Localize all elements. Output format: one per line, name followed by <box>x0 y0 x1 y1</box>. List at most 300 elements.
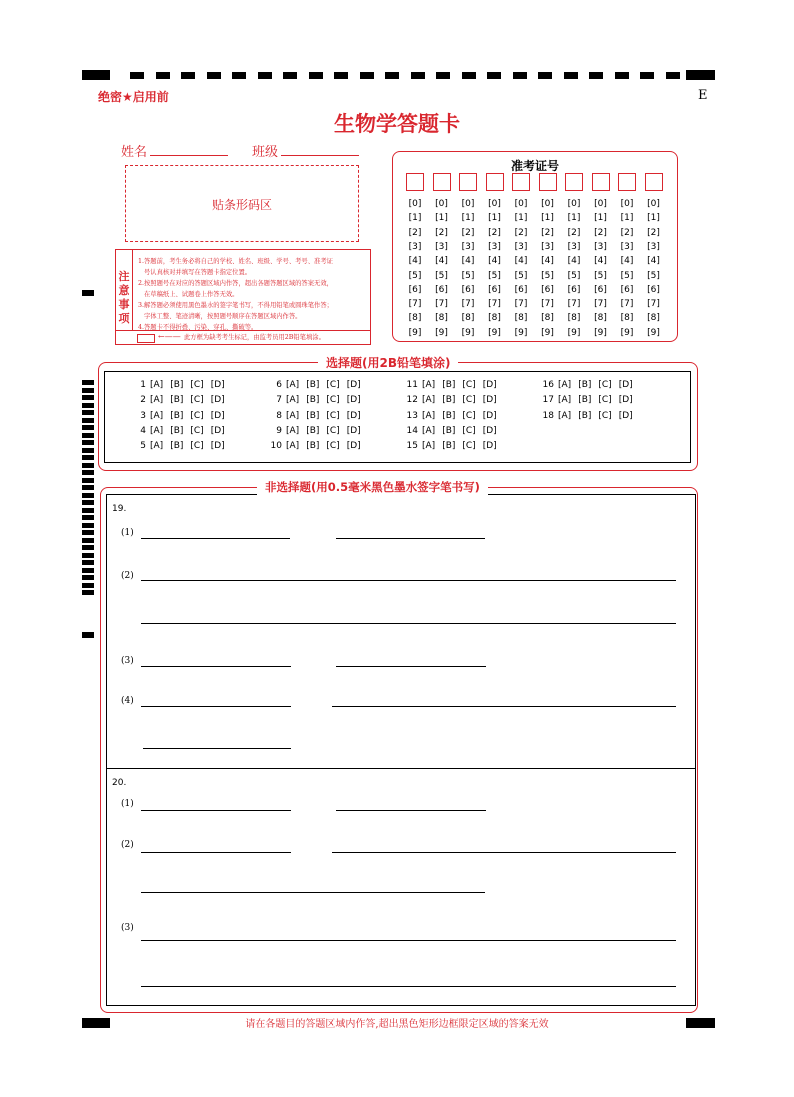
exam-id-bubble[interactable]: [6] <box>647 284 660 295</box>
exam-id-title: 准考证号 <box>510 159 559 173</box>
timing-dash <box>130 72 144 79</box>
timing-dash <box>436 72 450 79</box>
timing-mark-left <box>82 545 94 550</box>
exam-id-digit-box[interactable] <box>512 173 530 191</box>
choice-option-bubble[interactable]: [C] <box>326 395 340 406</box>
exam-id-bubble[interactable]: [5] <box>488 270 501 281</box>
exam-id-bubble[interactable]: [4] <box>408 256 422 267</box>
exam-id-bubble[interactable]: [2] <box>408 227 422 238</box>
exam-id-bubble[interactable]: [0] <box>435 199 448 209</box>
choice-option-bubble[interactable]: [A] <box>286 425 300 436</box>
timing-dash <box>156 72 170 79</box>
exam-id-bubble[interactable]: [6] <box>488 284 501 295</box>
absent-arrow-icon: ←—— <box>158 332 181 341</box>
exam-id-digit-box[interactable] <box>618 173 636 191</box>
exam-id-bubble[interactable]: [4] <box>647 256 660 267</box>
exam-id-bubble[interactable]: [0] <box>567 199 581 209</box>
version-letter: E <box>698 88 708 103</box>
choice-option-bubble[interactable]: [B] <box>442 425 456 436</box>
q19-part2-label: (2) <box>121 571 134 581</box>
exam-id-bubble[interactable]: [0] <box>461 199 475 209</box>
exam-id-bubble[interactable]: [5] <box>541 270 554 281</box>
timing-mark-left <box>82 590 94 595</box>
notice-title-char: 意 <box>118 284 130 297</box>
exam-id-bubble[interactable]: [6] <box>408 284 422 295</box>
choice-option-bubble[interactable]: [D] <box>482 380 497 390</box>
choice-option-bubble[interactable]: [A] <box>286 410 300 421</box>
timing-mark-left-b <box>82 632 94 638</box>
exam-id-bubble[interactable]: [8] <box>408 313 422 324</box>
choice-option-bubble[interactable]: [A] <box>150 441 164 452</box>
exam-id-digit-box[interactable] <box>406 173 424 191</box>
timing-mark-left <box>82 455 94 460</box>
choice-option-bubble[interactable]: [D] <box>346 380 361 390</box>
choice-question-number: 6 <box>276 380 282 390</box>
choice-option-bubble[interactable]: [B] <box>442 395 456 406</box>
exam-id-bubble[interactable]: [3] <box>567 241 581 252</box>
exam-id-bubble[interactable]: [1] <box>514 213 528 224</box>
choice-option-bubble[interactable]: [C] <box>190 410 204 421</box>
choice-question-row <box>404 380 504 390</box>
choice-question-number: 17 <box>542 395 554 406</box>
exam-id-bubble[interactable]: [5] <box>461 270 475 281</box>
exam-id-bubble[interactable]: [4] <box>567 256 581 267</box>
exam-id-bubble[interactable]: [3] <box>620 241 634 252</box>
page-title: 生物学答题卡 <box>334 112 460 136</box>
exam-id-bubble[interactable]: [8] <box>647 313 660 324</box>
exam-id-bubble[interactable]: [6] <box>567 284 581 295</box>
exam-id-bubble[interactable]: [5] <box>435 270 448 281</box>
notice-title-char: 项 <box>118 312 130 325</box>
choice-question-number: 8 <box>276 410 282 421</box>
choice-option-bubble[interactable]: [D] <box>618 395 633 406</box>
choice-question-row <box>132 395 232 405</box>
timing-mark-top-right <box>686 70 715 80</box>
name-field[interactable] <box>150 155 228 156</box>
q19-part2-blank-a[interactable] <box>141 580 676 581</box>
timing-dash <box>589 72 603 79</box>
choice-option-bubble[interactable]: [C] <box>190 380 204 390</box>
q19-part2-blank-b[interactable] <box>141 623 676 624</box>
notice-item: 字体工整、笔迹清晰，按照题号顺序在答题区域内作答。 <box>144 313 302 320</box>
timing-dash <box>513 72 527 79</box>
exam-id-bubble[interactable]: [7] <box>488 299 501 310</box>
timing-mark-left <box>82 493 94 498</box>
q19-part3-blank-b[interactable] <box>336 666 486 667</box>
timing-dash <box>258 72 272 79</box>
exam-id-bubble[interactable]: [4] <box>514 256 528 267</box>
q20-number: 20. <box>112 778 127 788</box>
exam-id-bubble[interactable]: [6] <box>541 284 554 295</box>
choice-option-bubble[interactable]: [D] <box>346 410 361 421</box>
exam-id-bubble[interactable]: [6] <box>594 284 607 295</box>
notice-items <box>138 256 368 333</box>
timing-dash <box>309 72 323 79</box>
exam-id-bubble[interactable]: [7] <box>461 299 475 310</box>
timing-mark-left <box>82 425 94 430</box>
exam-id-bubble[interactable]: [7] <box>620 299 634 310</box>
timing-mark-left <box>82 560 94 565</box>
choice-option-bubble[interactable]: [A] <box>286 395 300 406</box>
choice-option-bubble[interactable]: [D] <box>210 410 225 421</box>
exam-id-bubble[interactable]: [6] <box>461 284 475 295</box>
choice-option-bubble[interactable]: [B] <box>578 395 592 406</box>
choice-question-number: 7 <box>276 395 282 406</box>
choice-option-bubble[interactable]: [B] <box>442 441 456 452</box>
exam-id-bubble[interactable]: [3] <box>514 241 528 252</box>
q19-part3-label: (3) <box>121 656 134 666</box>
choice-option-bubble[interactable]: [C] <box>190 395 204 406</box>
exam-id-bubble[interactable]: [2] <box>514 227 528 238</box>
exam-id-bubble[interactable]: [2] <box>541 227 554 238</box>
exam-id-bubble[interactable]: [0] <box>594 199 607 209</box>
exam-id-bubble[interactable]: [8] <box>594 313 607 324</box>
choice-option-bubble[interactable]: [A] <box>422 410 436 421</box>
choice-option-bubble[interactable]: [A] <box>558 410 572 421</box>
exam-id-digit-box[interactable] <box>486 173 504 191</box>
exam-id-bubble[interactable]: [6] <box>435 284 448 295</box>
choice-option-bubble[interactable]: [A] <box>150 395 164 406</box>
exam-id-bubble[interactable]: [5] <box>408 270 422 281</box>
exam-id-bubble[interactable]: [2] <box>435 227 448 238</box>
timing-dash <box>666 72 680 79</box>
exam-id-bubble[interactable]: [6] <box>620 284 634 295</box>
choice-option-bubble[interactable]: [A] <box>422 441 436 452</box>
choice-option-bubble[interactable]: [C] <box>598 410 612 421</box>
choice-option-bubble[interactable]: [C] <box>462 395 476 406</box>
timing-mark-left <box>82 575 94 580</box>
exam-id-digit-box[interactable] <box>592 173 610 191</box>
choice-question-number: 1 <box>140 380 146 390</box>
choice-option-bubble[interactable]: [D] <box>618 410 633 421</box>
exam-id-bubble[interactable]: [2] <box>647 227 660 238</box>
exam-id-bubble[interactable]: [0] <box>488 199 501 209</box>
choice-option-bubble[interactable]: [D] <box>618 380 633 390</box>
choice-question-row <box>404 441 504 451</box>
exam-id-bubble[interactable]: [0] <box>541 199 554 209</box>
choice-option-bubble[interactable]: [C] <box>190 425 204 436</box>
choice-question-row <box>404 395 504 405</box>
choice-question-row <box>540 380 640 390</box>
choice-option-bubble[interactable]: [A] <box>422 425 436 436</box>
exam-id-bubble[interactable]: [1] <box>594 213 607 224</box>
timing-mark-left <box>82 418 94 423</box>
choice-question-row <box>132 380 232 390</box>
timing-dash <box>207 72 221 79</box>
notice-box <box>115 249 371 345</box>
choice-option-bubble[interactable]: [A] <box>422 395 436 406</box>
choice-question-row <box>268 380 368 390</box>
choice-option-bubble[interactable]: [A] <box>558 395 572 406</box>
timing-mark-left <box>82 463 94 468</box>
notice-bottom-divider <box>116 330 370 331</box>
exam-id-bubble[interactable]: [1] <box>435 213 448 224</box>
timing-mark-left <box>82 433 94 438</box>
timing-dash <box>360 72 374 79</box>
choice-option-bubble[interactable]: [A] <box>150 425 164 436</box>
q20-part1-blank-a[interactable] <box>141 810 291 811</box>
timing-mark-left <box>82 470 94 475</box>
choice-option-bubble[interactable]: [C] <box>462 410 476 421</box>
timing-mark-left <box>82 410 94 415</box>
exam-id-bubble[interactable]: [5] <box>594 270 607 281</box>
exam-id-bubble[interactable]: [7] <box>541 299 554 310</box>
choice-option-bubble[interactable]: [C] <box>462 380 476 390</box>
exam-id-bubble[interactable]: [4] <box>461 256 475 267</box>
choice-option-bubble[interactable]: [B] <box>170 380 184 390</box>
question-divider <box>106 768 696 769</box>
exam-id-bubble[interactable]: [3] <box>408 241 422 252</box>
q19-part3-blank-a[interactable] <box>141 666 291 667</box>
choice-option-bubble[interactable]: [C] <box>462 425 476 436</box>
exam-id-bubble[interactable]: [1] <box>647 213 660 224</box>
exam-id-bubble[interactable]: [7] <box>514 299 528 310</box>
exam-id-bubble[interactable]: [7] <box>408 299 422 310</box>
q20-part1-label: (1) <box>121 799 134 809</box>
notice-item: 在草稿纸上、试题卷上作答无效。 <box>144 291 239 298</box>
choice-option-bubble[interactable]: [D] <box>346 395 361 406</box>
timing-mark-left <box>82 553 94 558</box>
timing-dash <box>181 72 195 79</box>
exam-id-bubble[interactable]: [3] <box>488 241 501 252</box>
choice-question-row <box>540 411 640 421</box>
timing-mark-left <box>82 478 94 483</box>
choice-option-bubble[interactable]: [C] <box>326 410 340 421</box>
timing-dash <box>487 72 501 79</box>
choice-option-bubble[interactable]: [A] <box>422 380 436 390</box>
exam-id-bubble[interactable]: [8] <box>514 313 528 324</box>
timing-mark-left-a <box>82 290 94 296</box>
exam-id-bubble[interactable]: [9] <box>541 327 554 338</box>
choice-option-bubble[interactable]: [D] <box>210 441 225 452</box>
choice-option-bubble[interactable]: [B] <box>442 380 456 390</box>
class-field[interactable] <box>281 155 359 156</box>
q19-part4-blank-a[interactable] <box>141 706 291 707</box>
exam-id-bubble[interactable]: [0] <box>620 199 634 209</box>
choice-question-number: 12 <box>406 395 418 406</box>
choice-question-number: 3 <box>140 410 146 421</box>
exam-id-bubble[interactable]: [3] <box>594 241 607 252</box>
choice-question-row <box>268 395 368 405</box>
exam-id-bubble[interactable]: [9] <box>461 327 475 338</box>
choice-option-bubble[interactable]: [C] <box>326 441 340 452</box>
q19-part1-blank-b[interactable] <box>336 538 485 539</box>
timing-mark-left <box>82 583 94 588</box>
exam-id-bubble[interactable]: [7] <box>567 299 581 310</box>
exam-id-bubble[interactable]: [2] <box>488 227 501 238</box>
exam-id-bubble[interactable]: [1] <box>541 213 554 224</box>
exam-id-bubble[interactable]: [8] <box>541 313 554 324</box>
notice-title-char: 事 <box>118 298 130 311</box>
choice-section-title: 选择题(用2B铅笔填涂) <box>318 354 458 371</box>
exam-id-bubble[interactable]: [1] <box>567 213 581 224</box>
exam-id-bubble[interactable]: [7] <box>594 299 607 310</box>
timing-dash <box>283 72 297 79</box>
choice-option-bubble[interactable]: [B] <box>170 441 184 452</box>
choice-option-bubble[interactable]: [B] <box>306 380 320 390</box>
choice-option-bubble[interactable]: [C] <box>326 425 340 436</box>
exam-id-bubble[interactable]: [3] <box>647 241 660 252</box>
choice-option-bubble[interactable]: [A] <box>286 380 300 390</box>
choice-option-bubble[interactable]: [D] <box>210 395 225 406</box>
q19-part4-blank-c[interactable] <box>143 748 291 749</box>
exam-id-bubble[interactable]: [5] <box>567 270 581 281</box>
timing-dash <box>411 72 425 79</box>
choice-option-bubble[interactable]: [B] <box>442 410 456 421</box>
choice-option-bubble[interactable]: [B] <box>306 425 320 436</box>
q20-part2-label: (2) <box>121 840 134 850</box>
exam-id-bubble[interactable]: [8] <box>567 313 581 324</box>
choice-option-bubble[interactable]: [D] <box>346 441 361 452</box>
exam-id-bubble[interactable]: [2] <box>594 227 607 238</box>
choice-question-number: 14 <box>406 425 418 436</box>
choice-question-row <box>268 411 368 421</box>
exam-id-bubble[interactable]: [7] <box>647 299 660 310</box>
exam-id-bubble[interactable]: [3] <box>461 241 475 252</box>
secret-label: 绝密★启用前 <box>98 90 169 104</box>
exam-id-bubble[interactable]: [5] <box>514 270 528 281</box>
q19-part4-blank-b[interactable] <box>332 706 676 707</box>
notice-item: 1.答题前，考生务必将自己的学校、姓名、班级、学号、考号、准考证 <box>138 258 333 265</box>
exam-id-bubble[interactable]: [4] <box>488 256 501 267</box>
choice-option-bubble[interactable]: [D] <box>210 425 225 436</box>
exam-id-bubble[interactable]: [1] <box>620 213 634 224</box>
choice-question-number: 16 <box>542 380 554 390</box>
choice-option-bubble[interactable]: [D] <box>482 441 497 452</box>
exam-id-digit-box[interactable] <box>565 173 583 191</box>
q20-part1-blank-b[interactable] <box>336 810 486 811</box>
exam-id-digit-box[interactable] <box>433 173 451 191</box>
timing-mark-top-left <box>82 70 110 80</box>
timing-mark-left <box>82 388 94 393</box>
written-section-inner <box>106 494 696 1006</box>
timing-dash <box>232 72 246 79</box>
choice-option-bubble[interactable]: [A] <box>150 380 164 390</box>
choice-question-row <box>132 426 232 436</box>
q20-part3-blank-b[interactable] <box>141 986 676 987</box>
exam-id-bubble[interactable]: [3] <box>435 241 448 252</box>
barcode-area <box>125 165 359 242</box>
absent-mark-box[interactable] <box>137 334 155 343</box>
choice-option-bubble[interactable]: [B] <box>306 410 320 421</box>
q20-part3-blank-a[interactable] <box>141 940 676 941</box>
choice-option-bubble[interactable]: [C] <box>326 380 340 390</box>
choice-option-bubble[interactable]: [D] <box>482 410 497 421</box>
exam-id-bubble[interactable]: [3] <box>541 241 554 252</box>
timing-mark-left <box>82 523 94 528</box>
exam-id-bubble[interactable]: [8] <box>461 313 475 324</box>
timing-dash <box>385 72 399 79</box>
exam-id-bubble[interactable]: [2] <box>461 227 475 238</box>
choice-option-bubble[interactable]: [D] <box>210 380 225 390</box>
exam-id-bubble[interactable]: [1] <box>461 213 475 224</box>
q19-part1-blank-a[interactable] <box>141 538 290 539</box>
exam-id-digit-box[interactable] <box>645 173 663 191</box>
choice-option-bubble[interactable]: [C] <box>190 441 204 452</box>
exam-id-bubble[interactable]: [5] <box>620 270 634 281</box>
timing-dash <box>615 72 629 79</box>
choice-option-bubble[interactable]: [C] <box>598 395 612 406</box>
exam-id-bubble[interactable]: [9] <box>620 327 634 338</box>
exam-id-bubble[interactable]: [8] <box>488 313 501 324</box>
exam-id-bubble[interactable]: [9] <box>488 327 501 338</box>
choice-option-bubble[interactable]: [B] <box>306 441 320 452</box>
notice-item: 2.按照题号在对应的答题区域内作答，超出各题答题区域的答案无效， <box>138 280 333 287</box>
timing-mark-left <box>82 515 94 520</box>
class-label: 班级 <box>252 145 279 160</box>
q20-part2-blank-a[interactable] <box>141 852 291 853</box>
exam-id-bubble[interactable]: [4] <box>541 256 554 267</box>
choice-option-bubble[interactable]: [B] <box>306 395 320 406</box>
timing-mark-left <box>82 485 94 490</box>
timing-mark-left <box>82 380 94 385</box>
exam-id-bubble[interactable]: [1] <box>488 213 501 224</box>
choice-option-bubble[interactable]: [C] <box>598 380 612 390</box>
choice-option-bubble[interactable]: [D] <box>482 425 497 436</box>
choice-question-row <box>404 411 504 421</box>
exam-id-bubble[interactable]: [4] <box>594 256 607 267</box>
exam-id-bubble[interactable]: [2] <box>567 227 581 238</box>
exam-id-bubble[interactable]: [9] <box>514 327 528 338</box>
choice-question-number: 2 <box>140 395 146 406</box>
choice-option-bubble[interactable]: [B] <box>170 395 184 406</box>
exam-id-bubble[interactable]: [4] <box>435 256 448 267</box>
exam-id-bubble[interactable]: [1] <box>408 213 422 224</box>
exam-id-bubble[interactable]: [2] <box>620 227 634 238</box>
exam-id-digit-box[interactable] <box>539 173 557 191</box>
choice-option-bubble[interactable]: [A] <box>558 380 572 390</box>
choice-question-number: 4 <box>140 425 146 436</box>
barcode-label: 贴条形码区 <box>211 198 272 212</box>
choice-option-bubble[interactable]: [B] <box>578 410 592 421</box>
q20-part2-blank-b[interactable] <box>332 852 676 853</box>
notice-title-char: 注 <box>118 270 130 283</box>
exam-id-bubble[interactable]: [9] <box>647 327 660 338</box>
exam-id-bubble[interactable]: [0] <box>647 199 660 209</box>
choice-option-bubble[interactable]: [B] <box>578 380 592 390</box>
exam-id-bubble[interactable]: [5] <box>647 270 660 281</box>
timing-mark-left <box>82 448 94 453</box>
exam-id-bubble[interactable]: [8] <box>620 313 634 324</box>
choice-option-bubble[interactable]: [B] <box>170 425 184 436</box>
choice-option-bubble[interactable]: [A] <box>150 410 164 421</box>
timing-dash <box>538 72 552 79</box>
exam-id-bubble[interactable]: [9] <box>408 327 422 338</box>
choice-option-bubble[interactable]: [C] <box>462 441 476 452</box>
exam-id-bubble[interactable]: [0] <box>514 199 528 209</box>
timing-mark-left <box>82 500 94 505</box>
exam-id-digit-box[interactable] <box>459 173 477 191</box>
exam-id-bubble[interactable]: [9] <box>435 327 448 338</box>
exam-id-bubble[interactable]: [6] <box>514 284 528 295</box>
timing-mark-left <box>82 395 94 400</box>
q19-part4-label: (4) <box>121 696 134 706</box>
q20-part2-blank-c[interactable] <box>141 892 485 893</box>
choice-question-number: 18 <box>542 410 554 421</box>
choice-option-bubble[interactable]: [D] <box>346 425 361 436</box>
exam-id-bubble[interactable]: [8] <box>435 313 448 324</box>
exam-id-bubble[interactable]: [0] <box>408 199 422 209</box>
exam-id-bubble[interactable]: [9] <box>567 327 581 338</box>
choice-option-bubble[interactable]: [A] <box>286 441 300 452</box>
exam-id-bubble[interactable]: [9] <box>594 327 607 338</box>
exam-id-bubble[interactable]: [4] <box>620 256 634 267</box>
choice-option-bubble[interactable]: [D] <box>482 395 497 406</box>
choice-question-row <box>132 411 232 421</box>
choice-option-bubble[interactable]: [B] <box>170 410 184 421</box>
exam-id-bubble[interactable]: [7] <box>435 299 448 310</box>
choice-question-number: 5 <box>140 441 146 452</box>
